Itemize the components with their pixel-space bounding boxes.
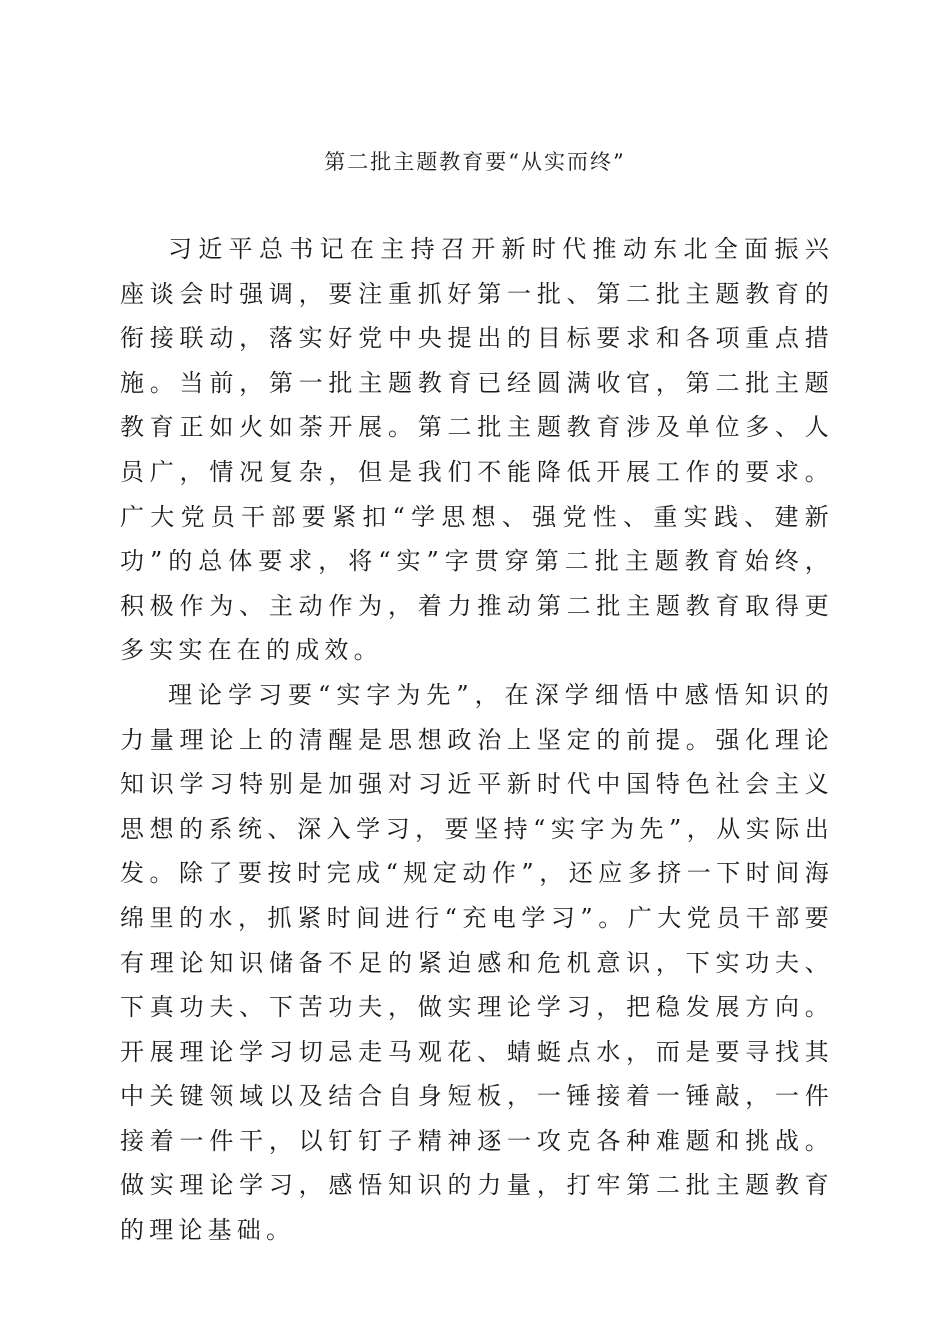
paragraph-2: 理论学习要“实字为先”，在深学细悟中感悟知识的力量理论上的清醒是思想政治上坚定的前提。强化理论知识学习特别是加强对习近平新时代中国特色社会主义思想的系统、深入学习，要坚持“实字为先”，从实际出发。除了要按时完成“规定动作”，还应多挤一下时间海绵里的水，抓紧时间进行“充电学习”。广大党员干部要有理论知识储备不足的紧迫感和危机意识，下实功夫、下真功夫、下苦功夫，做实理论学习，把稳发展方向。开展理论学习切忌走马观花、蜻蜓点水，而是要寻找其中关键领域以及结合自身短板，一锤接着一锤敲，一件接着一件干，以钉钉子精神逐一攻克各种难题和挑战。做实理论学习，感悟知识的力量，打牢第二批主题教育的理论基础。 [120, 680, 834, 1245]
document-body [120, 227, 834, 1253]
document-title: 第二批主题教育要“从实而终” [324, 150, 626, 174]
paragraph-1: 习近平总书记在主持召开新时代推动东北全面振兴座谈会时强调，要注重抓好第一批、第二批主题教育的衔接联动，落实好党中央提出的目标要求和各项重点措施。当前，第一批主题教育已经圆满收官，第二批主题教育正如火如荼开展。第二批主题教育涉及单位多、人员广，情况复杂，但是我们不能降低开展工作的要求。广大党员干部要紧扣“学思想、强党性、重实践、建新功”的总体要求，将“实”字贯穿第二批主题教育始终，积极作为、主动作为，着力推动第二批主题教育取得更多实实在在的成效。 [120, 235, 834, 665]
